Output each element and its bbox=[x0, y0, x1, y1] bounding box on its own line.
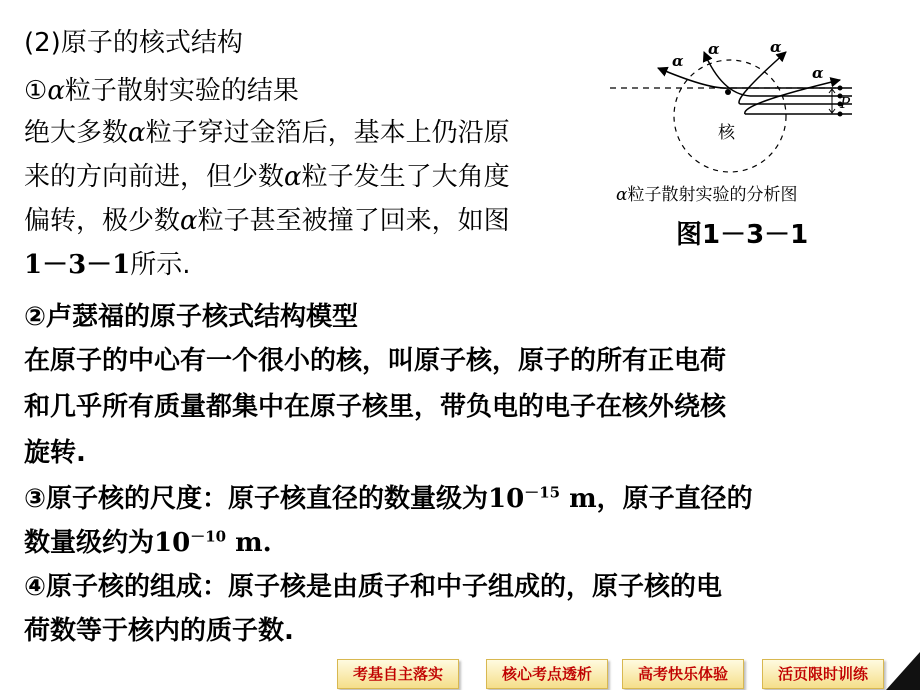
deflected-track bbox=[745, 80, 840, 114]
bottom-nav bbox=[0, 650, 920, 690]
result-title-alpha: α bbox=[47, 76, 65, 106]
model-line-1: 在原子的中心有一个很小的核，叫原子核，原子的所有正电荷 bbox=[24, 346, 727, 376]
alpha-label: α bbox=[672, 52, 684, 70]
page-corner-decoration bbox=[886, 652, 920, 690]
text-segment: 来的方向前进，但少数 bbox=[24, 162, 285, 192]
alpha-symbol: α bbox=[616, 185, 628, 205]
beam-start-dot bbox=[838, 86, 843, 91]
figure-reference: 1－3－1 bbox=[24, 250, 131, 280]
alpha-symbol: α bbox=[180, 206, 198, 236]
unit: m. bbox=[226, 528, 272, 558]
composition-line-1 bbox=[24, 566, 722, 608]
alpha-symbol: α bbox=[128, 118, 146, 148]
nav-button-key-points[interactable]: 核心考点透析 bbox=[486, 659, 608, 689]
result-body-line-3 bbox=[24, 200, 510, 242]
unit: m bbox=[560, 484, 597, 514]
text-segment: 粒子发生了大角度 bbox=[301, 162, 510, 192]
atom-boundary bbox=[674, 60, 786, 172]
power-exponent: －10 bbox=[190, 527, 227, 546]
result-title bbox=[24, 70, 299, 107]
result-title-rest: 粒子散射实验的结果 bbox=[64, 76, 299, 106]
model-title: ②卢瑟福的原子核式结构模型 bbox=[24, 302, 359, 332]
result-body-line-2 bbox=[24, 156, 510, 198]
p-label: P bbox=[840, 94, 851, 112]
section-heading bbox=[24, 22, 243, 59]
result-body-line-4 bbox=[24, 244, 191, 286]
text-segment: 绝大多数 bbox=[24, 118, 129, 148]
text-segment: 原子核是由质子和中子组成的，原子核的电 bbox=[228, 572, 723, 602]
model-line-2: 和几乎所有质量都集中在原子核里，带负电的电子在核外绕核 bbox=[24, 392, 727, 422]
nucleus-dot bbox=[725, 89, 731, 95]
section-heading-text: (2)原子的核式结构 bbox=[24, 28, 243, 58]
scale-line-1 bbox=[24, 478, 753, 520]
text-segment: ，原子直径的 bbox=[596, 484, 753, 514]
nav-button-exam-practice[interactable]: 高考快乐体验 bbox=[622, 659, 744, 689]
alpha-symbol: α bbox=[284, 162, 302, 192]
result-body-line-1 bbox=[24, 112, 510, 154]
nav-button-basics[interactable]: 考基自主落实 bbox=[337, 659, 459, 689]
alpha-label: α bbox=[708, 40, 720, 58]
text-segment: 偏转，极少数 bbox=[24, 206, 181, 236]
text-segment: 粒子甚至被撞了回来，如图 bbox=[197, 206, 510, 236]
scale-line-2 bbox=[24, 522, 272, 564]
scale-title: ③原子核的尺度： bbox=[24, 484, 229, 514]
power-base: 10 bbox=[488, 484, 525, 514]
text-segment: 数量级约为 bbox=[24, 528, 155, 558]
power-exponent: －15 bbox=[524, 483, 561, 502]
text-segment: 粒子穿过金箔后，基本上仍沿原 bbox=[145, 118, 510, 148]
composition-title: ④原子核的组成： bbox=[24, 572, 229, 602]
model-line-3: 旋转. bbox=[24, 438, 86, 468]
composition-line-2: 荷数等于核内的质子数. bbox=[24, 616, 294, 646]
nucleus-label: 核 bbox=[718, 123, 735, 143]
text-segment: 原子核直径的数量级为 bbox=[228, 484, 489, 514]
result-title-prefix: ① bbox=[24, 76, 48, 106]
alpha-label: α bbox=[770, 38, 782, 56]
beam-start-dot bbox=[838, 112, 843, 117]
figure-number: 图1－3－1 bbox=[676, 220, 809, 250]
caption-text: 粒子散射实验的分析图 bbox=[627, 185, 798, 205]
alpha-label: α bbox=[812, 64, 824, 82]
figure-caption bbox=[616, 180, 797, 205]
text-segment: 所示. bbox=[130, 250, 191, 280]
power-base: 10 bbox=[154, 528, 191, 558]
nav-button-timed-training[interactable]: 活页限时训练 bbox=[762, 659, 884, 689]
